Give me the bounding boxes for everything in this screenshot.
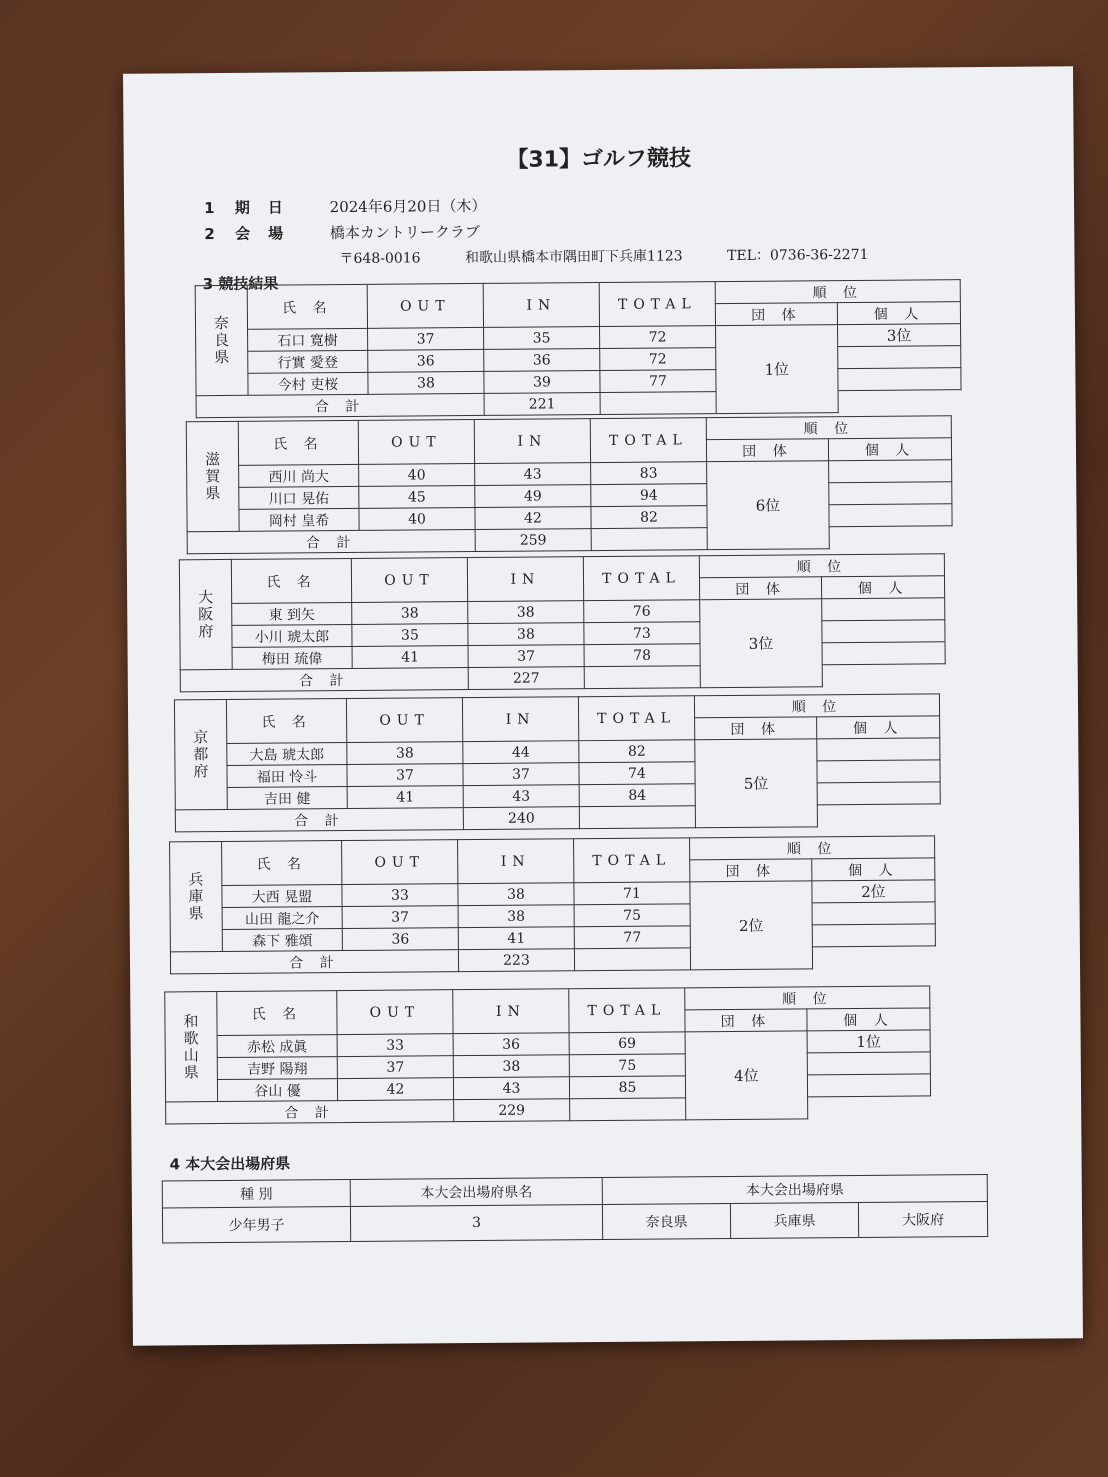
individual-rank: 1位 [807,1030,930,1053]
header-individual: 個 人 [817,716,940,739]
individual-rank-blank [591,528,707,551]
player-out: 36 [368,349,484,372]
player-row [196,368,961,396]
header-rank: 順 位 [690,836,935,860]
player-name: 小川 琥太郎 [232,624,352,647]
player-in: 38 [468,623,584,646]
venue-label: 会場 [234,224,302,243]
player-name: 谷山 優 [217,1079,337,1102]
player-in: 38 [458,883,574,906]
player-total: 82 [579,740,695,763]
header-team: 団 体 [706,439,828,462]
qualified-table [162,1174,989,1243]
qualified-count: 3 [350,1205,602,1242]
header-name: 氏 名 [247,284,367,329]
player-out: 41 [347,786,463,809]
sum-row [175,804,940,832]
header-out: OUT [337,990,453,1035]
header-rank: 順 位 [694,694,939,718]
player-row [170,924,935,952]
header-individual: 個 人 [828,438,951,461]
player-in: 41 [458,927,574,950]
individual-rank-blank [600,392,716,415]
player-in: 49 [475,485,591,508]
player-name: 山田 龍之介 [222,907,342,930]
player-name: 石口 寛樹 [248,328,368,351]
player-name: 吉田 健 [227,787,347,810]
header-team: 団 体 [715,303,837,326]
individual-rank: 3位 [838,324,961,347]
player-in: 42 [475,507,591,530]
header-name: 氏 名 [222,841,342,886]
player-in: 38 [453,1055,569,1078]
header-individual: 個 人 [837,302,960,325]
team-rank: 6位 [707,461,830,550]
player-total: 72 [600,326,716,349]
player-out: 33 [342,884,458,907]
section-results-label: 3 競技結果 [202,274,279,294]
individual-rank [829,460,952,483]
postal-code: 〒648-0016 [339,250,421,268]
individual-rank [817,738,940,761]
player-total: 75 [569,1054,685,1077]
player-name: 福田 怜斗 [227,765,347,788]
header-in: IN [483,283,599,328]
date-num: 1 [204,199,215,218]
sum-row [166,1096,931,1124]
player-total: 83 [591,462,707,485]
team-rank: 3位 [700,599,823,688]
header-rank: 順 位 [699,554,944,578]
prefecture-name: 和歌山県 [165,992,218,1102]
sum-label: 合 計 [180,668,468,692]
player-total: 72 [600,348,716,371]
header-name: 氏 名 [226,699,346,744]
player-name: 岡村 皇希 [239,508,359,531]
individual-rank [817,760,940,783]
header-rank: 順 位 [706,416,951,440]
header-total: TOTAL [578,696,694,741]
player-total: 78 [584,644,700,667]
result-table [195,279,962,418]
individual-rank [822,620,945,643]
player-out: 37 [347,764,463,787]
sum-row [196,390,961,418]
player-row [175,782,940,810]
player-in: 36 [484,349,600,372]
player-out: 37 [368,327,484,350]
header-in: IN [467,557,583,602]
sum-total: 221 [484,393,600,416]
header-team: 団 体 [699,577,821,600]
address: 和歌山県橋本市隅田町下兵庫1123 [464,248,683,267]
header-in: IN [458,839,574,884]
header-total: TOTAL [583,556,699,601]
prefecture-name: 兵庫県 [170,842,223,952]
team-rank: 4位 [685,1031,808,1120]
player-total: 94 [591,484,707,507]
header-individual: 個 人 [821,576,944,599]
team-rank: 1位 [716,325,839,414]
individual-rank [812,902,935,925]
individual-rank [822,642,945,665]
player-in: 37 [468,645,584,668]
telephone: TEL：0736-36-2271 [727,246,869,265]
player-out: 37 [342,906,458,929]
player-total: 73 [584,622,700,645]
header-total: TOTAL [574,838,690,883]
player-name: 行實 愛登 [248,350,368,373]
sum-label: 合 計 [170,950,458,974]
section-qualified-label: 4 本大会出場府県 [169,1154,291,1174]
header-rank: 順 位 [715,280,960,304]
player-total: 75 [574,904,690,927]
header-in: IN [474,419,590,464]
player-out: 40 [359,464,475,487]
individual-rank [829,504,952,527]
player-name: 川口 晃佑 [239,486,359,509]
header-out: OUT [358,420,474,465]
prefecture-name: 奈良県 [195,285,248,395]
qualified-category: 少年男子 [162,1206,350,1242]
player-in: 44 [463,741,579,764]
result-table [174,693,941,832]
individual-rank [812,924,935,947]
player-out: 35 [352,624,468,647]
sum-label: 合 計 [175,808,463,832]
player-name: 西川 尚大 [239,464,359,487]
qualified-pref: 奈良県 [602,1204,730,1240]
player-in: 35 [484,327,600,350]
player-name: 森下 雅頌 [222,929,342,952]
player-total: 71 [574,882,690,905]
sum-label: 合 計 [187,529,475,553]
player-out: 38 [352,602,468,625]
result-table [169,835,936,974]
player-in: 43 [475,463,591,486]
header-name: 氏 名 [231,558,351,603]
player-total: 74 [579,762,695,785]
prefecture-name: 京都府 [174,699,227,809]
header-in: IN [462,697,578,742]
player-in: 39 [484,371,600,394]
team-rank: 5位 [695,739,818,828]
header-out: OUT [342,840,458,885]
individual-rank: 2位 [812,880,935,903]
sum-row [170,946,935,974]
address-line [339,244,908,268]
sum-label: 合 計 [166,1100,454,1124]
sum-row [180,664,945,692]
header-out: OUT [346,698,462,743]
player-row [165,1074,930,1102]
sum-total: 223 [458,949,574,972]
page-title: 【31】ゴルフ競技 [506,146,692,173]
player-name: 今村 吏桜 [248,372,368,395]
sum-total: 259 [475,529,591,552]
sum-label: 合 計 [196,393,484,417]
header-name: 氏 名 [217,991,337,1036]
player-in: 37 [463,763,579,786]
header-team: 団 体 [695,717,817,740]
header-rank: 順 位 [685,986,930,1010]
qualified-pref: 大阪府 [858,1201,987,1237]
header-name: 氏 名 [238,420,358,465]
player-out: 41 [352,646,468,669]
player-total: 69 [569,1032,685,1055]
individual-rank-blank [579,806,695,829]
player-total: 85 [569,1076,685,1099]
player-total: 77 [574,926,690,949]
player-out: 45 [359,486,475,509]
player-total: 76 [584,600,700,623]
player-out: 38 [347,742,463,765]
qualified-header-count: 本大会出場府県名 [350,1178,602,1207]
header-individual: 個 人 [812,858,935,881]
individual-rank-blank [574,948,690,971]
individual-rank-blank [584,666,700,689]
sum-total: 240 [463,807,579,830]
venue-num: 2 [204,225,215,244]
individual-rank [822,598,945,621]
header-out: OUT [367,283,483,328]
individual-rank [838,346,961,369]
individual-rank [807,1074,930,1097]
player-in: 43 [463,785,579,808]
header-out: OUT [351,558,467,603]
player-name: 大島 琥太郎 [227,743,347,766]
sum-total: 229 [454,1099,570,1122]
player-in: 43 [453,1077,569,1100]
player-name: 梅田 琉偉 [232,646,352,669]
player-name: 東 到矢 [232,602,352,625]
header-total: TOTAL [569,988,685,1033]
player-name: 吉野 陽翔 [217,1057,337,1080]
player-out: 37 [337,1056,453,1079]
player-total: 84 [579,784,695,807]
player-out: 42 [337,1078,453,1101]
header-team: 団 体 [685,1009,807,1032]
player-name: 赤松 成眞 [217,1035,337,1058]
date-line [204,195,487,218]
individual-rank [817,782,940,805]
player-in: 36 [453,1033,569,1056]
header-in: IN [453,989,569,1034]
team-rank: 2位 [690,881,813,970]
qualified-header-prefs: 本大会出場府県 [602,1174,987,1204]
player-name: 大西 晃盟 [222,885,342,908]
qualified-pref: 兵庫県 [730,1203,858,1239]
player-in: 38 [458,905,574,928]
result-table [179,553,946,692]
sum-row [187,526,952,554]
venue-line [204,221,480,244]
document-page [123,66,1083,1345]
date-value: 2024年6月20日（木） [329,196,487,217]
player-out: 40 [359,507,475,530]
player-out: 38 [368,371,484,394]
venue-value: 橋本カントリークラブ [329,222,480,243]
player-total: 82 [591,506,707,529]
header-individual: 個 人 [807,1008,930,1031]
player-row [180,642,945,670]
date-label: 期日 [234,198,301,217]
player-row [187,504,952,532]
individual-rank-blank [570,1098,686,1121]
prefecture-name: 滋賀県 [186,421,239,531]
player-out: 36 [342,928,458,951]
header-total: TOTAL [590,418,706,463]
individual-rank [838,368,961,391]
header-total: TOTAL [599,282,715,327]
result-table [164,985,931,1124]
player-total: 77 [600,370,716,393]
individual-rank [807,1052,930,1075]
result-table [186,415,953,554]
player-in: 38 [468,601,584,624]
prefecture-name: 大阪府 [179,559,232,669]
individual-rank [829,482,952,505]
player-out: 33 [337,1034,453,1057]
qualified-header-category: 種 別 [162,1180,350,1208]
sum-total: 227 [468,667,584,690]
header-team: 団 体 [690,859,812,882]
